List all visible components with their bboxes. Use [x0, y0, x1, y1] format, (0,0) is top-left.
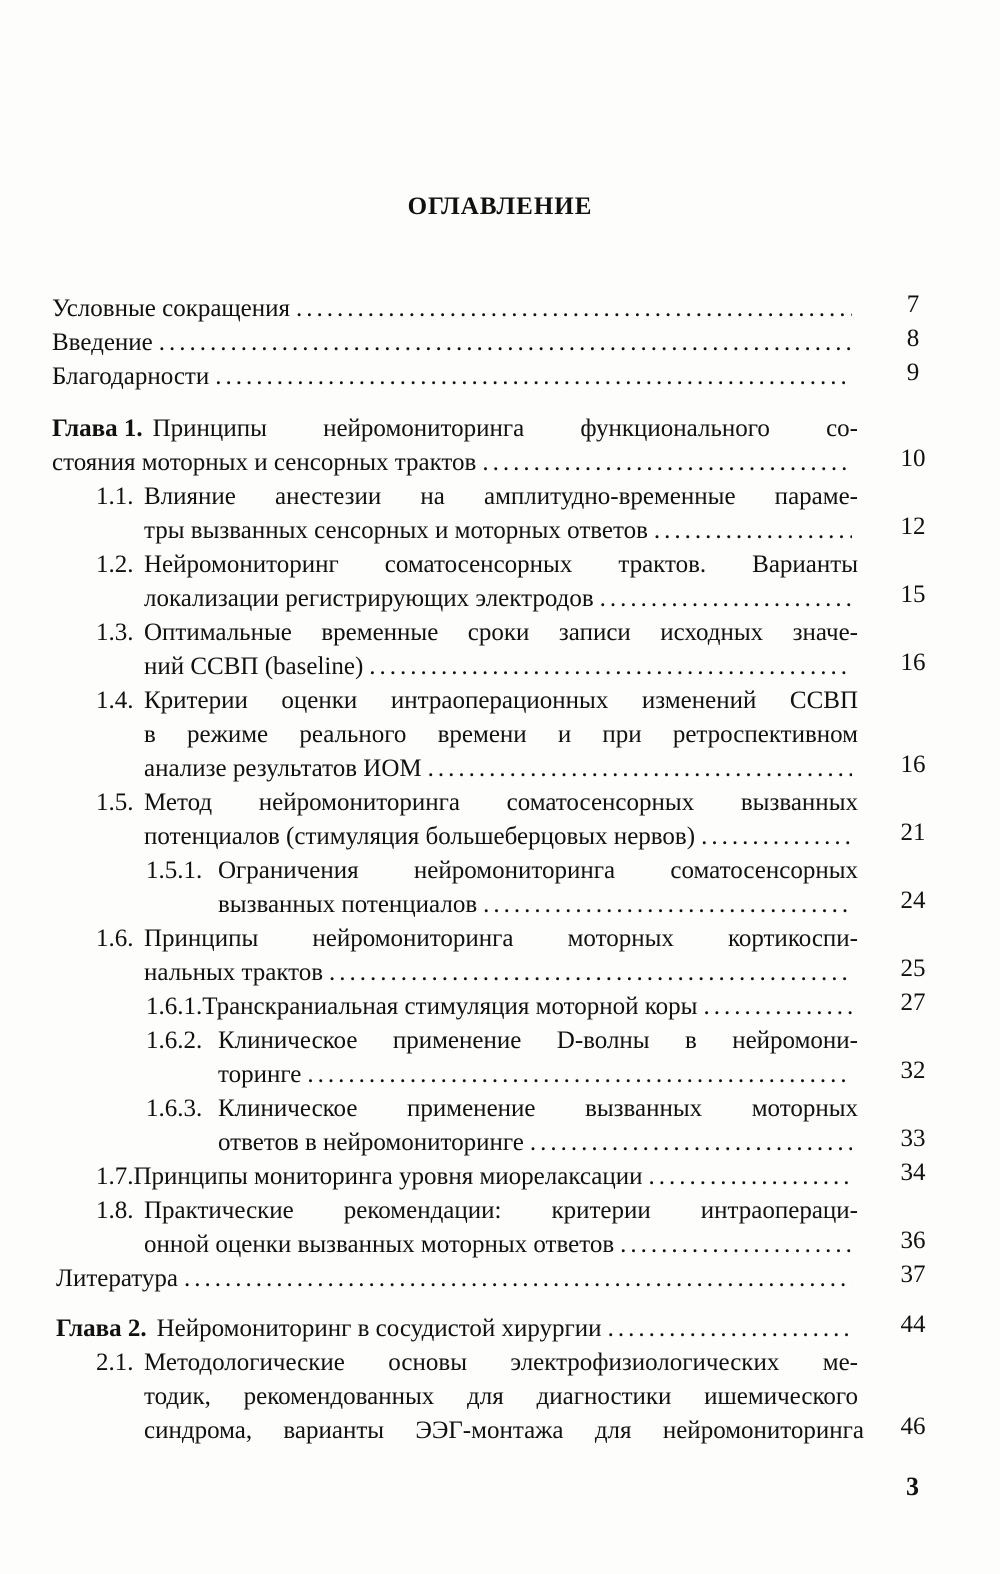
toc-entry-1-6-3[interactable] [146, 1092, 858, 1126]
toc-entry-1-6-1[interactable] [146, 990, 858, 1024]
entry-title-line: онной оценки вызванных моторных ответов [144, 1231, 615, 1258]
toc-entry-1-2-cont [144, 582, 858, 616]
entry-title-line: Нейромониторинг в сосудистой хирургии [156, 1315, 602, 1342]
page-ref: 16 [900, 751, 926, 778]
toc-entry-1-2[interactable] [96, 548, 858, 582]
entry-title-line: Нейромониторинг соматосенсорных трактов. Варианты [144, 551, 858, 578]
entry-title-line: Оптимальные временные сроки записи исходных значе- [144, 619, 858, 646]
entry-title-line: в режиме реального времени и при ретроспективном [144, 721, 858, 748]
section-label: 2.1. [96, 1349, 134, 1376]
entry-title-line: Принципы нейромониторинга функционального со- [152, 415, 858, 442]
entry-title: Условные сокращения [52, 295, 291, 322]
page-ref: 34 [900, 1159, 926, 1186]
entry-title-line: потенциалов (стимуляция большеберцовых нервов) [144, 823, 696, 850]
section-label: 1.2. [96, 551, 134, 578]
page-ref: 24 [900, 887, 926, 914]
entry-title-line: Метод нейромониторинга соматосенсорных вызванных [144, 789, 858, 816]
toc-entry-1-5-1[interactable] [146, 854, 858, 888]
section-label: 1.1. [96, 483, 134, 510]
page-ref: 10 [900, 445, 926, 472]
toc-entry-2-1-cont2 [144, 1414, 864, 1448]
entry-title-line: тодик, рекомендованных для диагностики ишемического [144, 1383, 858, 1410]
toc-entry-1-6-3-cont [218, 1126, 858, 1160]
toc-entry-chapter-1-cont [52, 446, 858, 480]
page-ref: 27 [900, 989, 926, 1016]
chapter-label: Глава 2. [56, 1315, 147, 1342]
toc-entry-1-8-cont [144, 1228, 858, 1262]
toc-entry-1-3-cont [144, 650, 858, 684]
entry-title-line: синдрома, варианты ЭЭГ-монтажа для нейромониторинга [144, 1417, 864, 1444]
toc-entry-1-3[interactable] [96, 616, 858, 650]
toc-entry-chapter-1[interactable] [52, 412, 858, 446]
toc-entry-1-4-cont2 [144, 752, 858, 786]
section-label: 1.6.3. [146, 1095, 203, 1122]
entry-title-line: Критерии оценки интраоперационных изменений ССВП [144, 687, 858, 714]
toc-entry-1-6-2-cont [218, 1058, 858, 1092]
section-label: 1.8. [96, 1197, 134, 1224]
page-ref: 44 [900, 1311, 926, 1338]
toc-entry-1-6-2[interactable] [146, 1024, 858, 1058]
toc-entry-chapter-2[interactable] [56, 1312, 858, 1346]
section-label: 1.5. [96, 789, 134, 816]
toc-entry-2-1[interactable] [96, 1346, 858, 1380]
entry-title-line: Принципы нейромониторинга моторных кортикоспи- [144, 925, 858, 952]
entry-title-line: Практические рекомендации: критерии интраопераци- [144, 1197, 858, 1224]
toc-entry-2-1-cont [144, 1380, 858, 1414]
toc-entry-1-5[interactable] [96, 786, 858, 820]
page-number: 3 [906, 1472, 919, 1501]
entry-title-line: тры вызванных сенсорных и моторных ответов [144, 517, 648, 544]
section-label: 1.3. [96, 619, 134, 646]
page-ref: 21 [900, 819, 926, 846]
section-label: 1.7. [96, 1163, 134, 1190]
page-title: ОГЛАВЛЕНИЕ [407, 193, 593, 220]
entry-title: Литература [56, 1265, 178, 1292]
entry-title-line: торинге [218, 1061, 302, 1088]
section-label: 1.6.2. [146, 1027, 203, 1054]
page-ref: 12 [900, 513, 926, 540]
toc-entry-1-7[interactable] [96, 1160, 858, 1194]
entry-title-line: Принципы мониторинга уровня миорелаксации [133, 1163, 643, 1190]
page-ref: 15 [900, 581, 926, 608]
page-ref: 8 [906, 325, 920, 352]
toc-entry-1-1[interactable] [96, 480, 858, 514]
page-ref: 7 [906, 291, 920, 318]
toc-entry-abbreviations[interactable] [52, 292, 858, 326]
section-label: 1.6.1. [146, 993, 203, 1020]
toc-entry-1-6[interactable] [96, 922, 858, 956]
page-ref: 9 [906, 359, 920, 386]
toc-entry-1-1-cont [144, 514, 858, 548]
page-ref: 33 [900, 1125, 926, 1152]
entry-title: Введение [52, 329, 153, 356]
entry-title-line: Методологические основы электрофизиологических ме- [144, 1349, 858, 1376]
chapter-label: Глава 1. [52, 415, 143, 442]
section-label: 1.6. [96, 925, 134, 952]
toc-entry-1-4-cont [144, 718, 858, 752]
toc-entry-literature[interactable] [56, 1262, 858, 1296]
page-ref: 32 [900, 1057, 926, 1084]
entry-title-line: Влияние анестезии на амплитудно-временные параме- [144, 483, 858, 510]
toc-entry-acknowledgements[interactable] [52, 360, 858, 394]
entry-title-line: Клиническое применение D-волны в нейромони- [218, 1027, 858, 1054]
entry-title-line: Клиническое применение вызванных моторных [218, 1095, 858, 1122]
section-label: 1.4. [96, 687, 134, 714]
toc-entry-1-5-1-cont [218, 888, 858, 922]
entry-title-line: анализе результатов ИОМ [144, 755, 422, 782]
entry-title-line: стояния моторных и сенсорных трактов [52, 449, 477, 476]
entry-title-line: Транскраниальная стимуляция моторной коры [202, 993, 698, 1020]
entry-title-line: ний ССВП (baseline) [144, 653, 364, 680]
page-ref: 25 [900, 955, 926, 982]
entry-title-line: локализации регистрирующих электродов [144, 585, 594, 612]
entry-title-line: Ограничения нейромониторинга соматосенсорных [218, 857, 858, 884]
toc-entry-1-8[interactable] [96, 1194, 858, 1228]
toc-entry-1-5-cont [144, 820, 858, 854]
page-ref: 37 [900, 1261, 926, 1288]
toc-entry-introduction[interactable] [52, 326, 858, 360]
toc-entry-1-4[interactable] [96, 684, 858, 718]
entry-title-line: нальных трактов [144, 959, 324, 986]
toc-entry-1-6-cont [144, 956, 858, 990]
entry-title-line: ответов в нейромониторинге [218, 1129, 524, 1156]
page-ref: 36 [900, 1227, 926, 1254]
entry-title-line: вызванных потенциалов [218, 891, 478, 918]
section-label: 1.5.1. [146, 857, 203, 884]
entry-title: Благодарности [52, 363, 210, 390]
page-ref: 16 [900, 649, 926, 676]
page-ref: 46 [900, 1413, 926, 1440]
